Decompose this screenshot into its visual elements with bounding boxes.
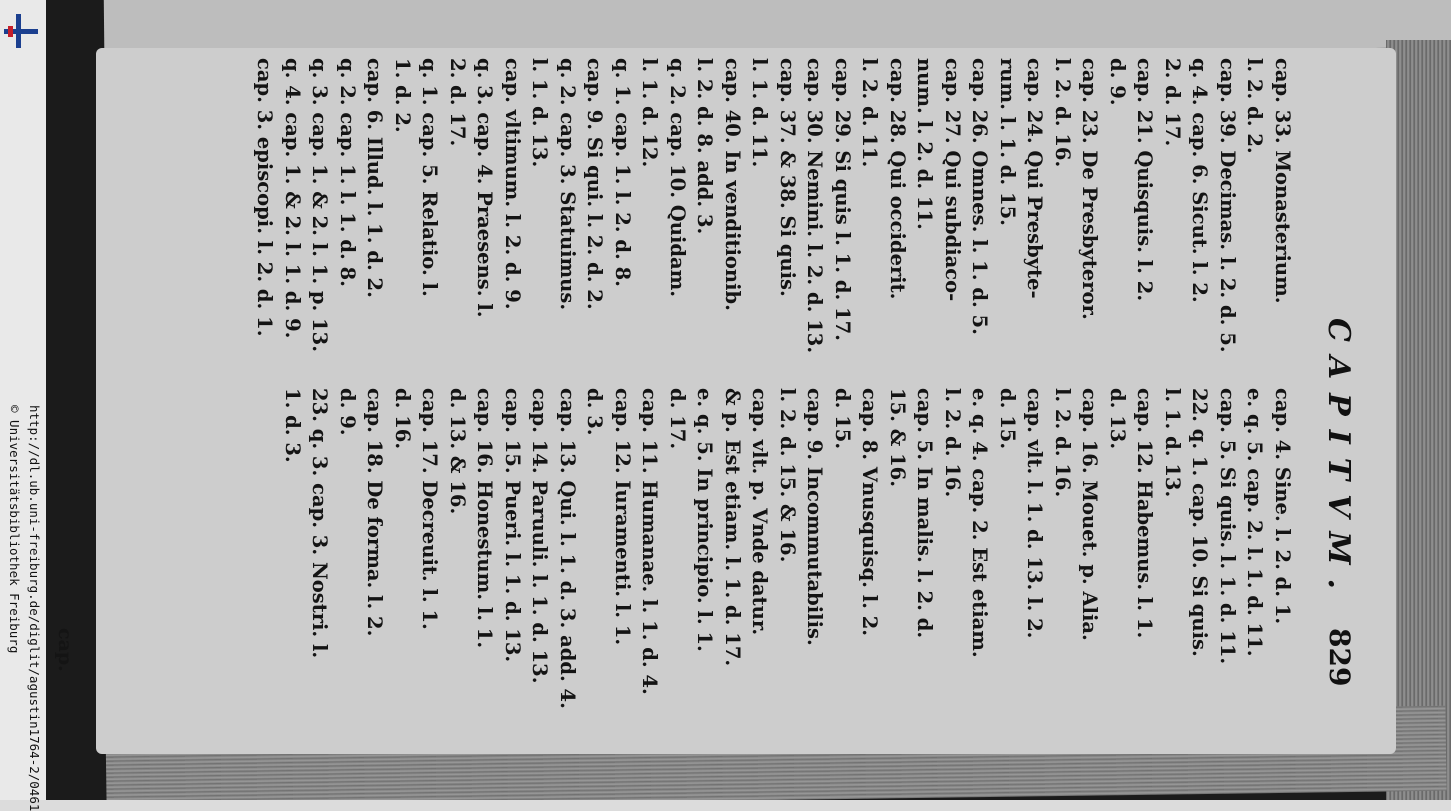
index-entry: cap. 30. Nemini. l. 2. d. 13. <box>803 58 827 354</box>
index-entry: 1. d. 3. <box>281 388 304 463</box>
page-text-block <box>54 58 1356 748</box>
index-entry: cap. 26. Omnes. l. 1. d. 5. <box>968 58 992 335</box>
index-entry: l. 2. d. 2. <box>1243 58 1267 154</box>
index-entry: cap. 5. Si quis. l. 1. d. 11. <box>1216 388 1239 665</box>
index-entry: l. 2. d. 11. <box>858 58 882 168</box>
index-entry: 23. q. 3. cap. 3. Nostri. l. <box>308 388 332 659</box>
index-entry: cap. 9. Incommutabilis. <box>803 388 827 646</box>
index-entry: cap. 6. Illud. l. 1. d. 2. <box>363 58 387 298</box>
index-entry: e. q. 5. In principio. l. 1. <box>693 388 717 652</box>
index-entry: cap. 27. Qui subdiaco- <box>941 58 964 302</box>
side-copyright: © Universitätsbibliothek Freiburg <box>7 405 22 654</box>
index-entry: cap. 39. Decimas. l. 2. d. 5. <box>1216 58 1239 353</box>
index-entry: cap. 13. Qui. l. 1. d. 3. add. 4. <box>556 388 579 709</box>
index-entry: l. 1. d. 12. <box>638 58 662 168</box>
viewer-side-strip <box>0 0 46 811</box>
index-entry: cap. 33. Monasterium. <box>1271 58 1294 304</box>
index-entry: q. 3. cap. 4. Praesens. l. <box>473 58 497 318</box>
index-entry: num. l. 2. d. 11. <box>913 58 937 230</box>
index-entry: l. 2. d. 16. <box>1051 58 1074 168</box>
side-attribution <box>4 405 44 811</box>
index-entry: 2. d. 17. <box>446 58 469 147</box>
index-entry: cap. 18. De forma. l. 2. <box>363 388 387 637</box>
index-entry: cap. 3. episcopi. l. 2. d. 1. <box>253 58 277 337</box>
page-number: 829 <box>1323 628 1356 687</box>
index-entry: cap. 11. Humanae. l. 1. d. 4. <box>638 388 662 695</box>
index-entry: cap. vlt. l. 1. d. 13. l. 2. <box>1023 388 1047 639</box>
index-entry: q. 2. cap. 1. l. 1. d. 8. <box>336 58 359 287</box>
index-entry: q. 1. cap. 5. Relatio. l. <box>418 58 442 297</box>
index-entry: q. 4. cap. 1. & 2. l. 1. d. 9. <box>281 58 304 339</box>
index-entry: cap. 4. Sine. l. 2. d. 1. <box>1271 388 1294 625</box>
index-entry: cap. 28. Qui occiderit. <box>886 58 909 300</box>
index-entry: l. 2. d. 8. add. 3. <box>693 58 717 235</box>
index-entry: cap. vlt. p. Vnde datur. <box>748 388 772 636</box>
index-entry: d. 17. <box>666 388 689 450</box>
index-entry: e. q. 5. cap. 2. l. 1. d. 11. <box>1243 388 1267 657</box>
index-entry: q. 4. cap. 6. Sicut. l. 2. <box>1188 58 1212 303</box>
library-logo-icon <box>4 14 38 48</box>
index-entry: cap. 14. Paruuli. l. 1. d. 13. <box>528 388 552 684</box>
index-entry: cap. 8. Vnusquisq. l. 2. <box>858 388 882 637</box>
index-column-right <box>279 388 1297 758</box>
scanned-page-image <box>46 0 1451 800</box>
index-entry: e. q. 4. cap. 2. Est etiam. <box>968 388 992 658</box>
index-entry: d. 15. <box>996 388 1019 450</box>
index-entry: d. 9. <box>1106 58 1129 106</box>
index-entry: q. 3. cap. 1. & 2. l. 1. p. 13. <box>308 58 332 353</box>
index-entry: d. 3. <box>583 388 607 436</box>
running-title: CAPITVM. <box>1321 318 1356 603</box>
index-entry: cap. 23. De Presbyteror. <box>1078 58 1102 320</box>
index-entry: 1. d. 2. <box>391 58 414 133</box>
index-entry: cap. 24. Qui Presbyte- <box>1023 58 1047 299</box>
catchword: cap. <box>54 628 76 672</box>
index-entry: 22. q. 1. cap. 10. Si quis. <box>1188 388 1212 657</box>
page-paper <box>54 48 1396 754</box>
index-entry: d. 15. <box>831 388 854 450</box>
index-entry: cap. 21. Quisquis. l. 2. <box>1133 58 1157 302</box>
index-entry: cap. 15. Pueri. l. 1. d. 13. <box>501 388 524 663</box>
index-entry: l. 2. d. 15. & 16. <box>776 388 799 563</box>
index-entry: 15. & 16. <box>886 388 909 488</box>
index-column-left <box>251 58 1296 368</box>
index-entry: l. 1. d. 11. <box>748 58 772 168</box>
index-entry: cap. 16. Mouet. p. Alia. <box>1078 388 1102 641</box>
index-entry: cap. 17. Decreuit. l. 1. <box>418 388 442 630</box>
index-entry: q. 1. cap. 1. l. 2. d. 8. <box>611 58 634 287</box>
side-url[interactable]: http://dl.ub.uni-freiburg.de/diglit/agustin1764-2/0461 <box>27 405 42 811</box>
index-entry: 2. d. 17. <box>1161 58 1184 147</box>
index-entry: q. 2. cap. 10. Quidam. <box>666 58 689 298</box>
index-entry: cap. 12. Habemus. l. 1. <box>1133 388 1157 639</box>
index-entry: cap. 16. Honestum. l. 1. <box>473 388 497 649</box>
index-entry: cap. 5. In malis. l. 2. d. <box>913 388 937 639</box>
index-entry: d. 16. <box>391 388 414 450</box>
index-entry: d. 9. <box>336 388 359 436</box>
index-entry: d. 13. <box>1106 388 1129 450</box>
index-entry: cap. 12. Iuramenti. l. 1. <box>611 388 634 646</box>
index-entry: d. 13. & 16. <box>446 388 469 515</box>
page-heading <box>1296 88 1356 748</box>
index-entry: cap. 37. & 38. Si quis. <box>776 58 799 297</box>
index-entry: q. 2. cap. 3. Statuimus. <box>556 58 579 311</box>
index-entry: cap. vltimum. l. 2. d. 9. <box>501 58 524 310</box>
index-entry: l. 2. d. 16. <box>941 388 964 498</box>
index-entry: & p. Est etiam. l. 1. d. 17. <box>721 388 744 667</box>
index-entry: cap. 40. In venditionib. <box>721 58 744 311</box>
index-entry: l. 1. d. 13. <box>1161 388 1184 498</box>
index-entry: rum. l. 1. d. 15. <box>996 58 1019 226</box>
index-entry: cap. 9. Si qui. l. 2. d. 2. <box>583 58 607 310</box>
index-entry: l. 2. d. 16. <box>1051 388 1074 498</box>
index-entry: l. 1. d. 13. <box>528 58 552 168</box>
index-entry: cap. 29. Si quis l. 1. d. 17. <box>831 58 854 341</box>
